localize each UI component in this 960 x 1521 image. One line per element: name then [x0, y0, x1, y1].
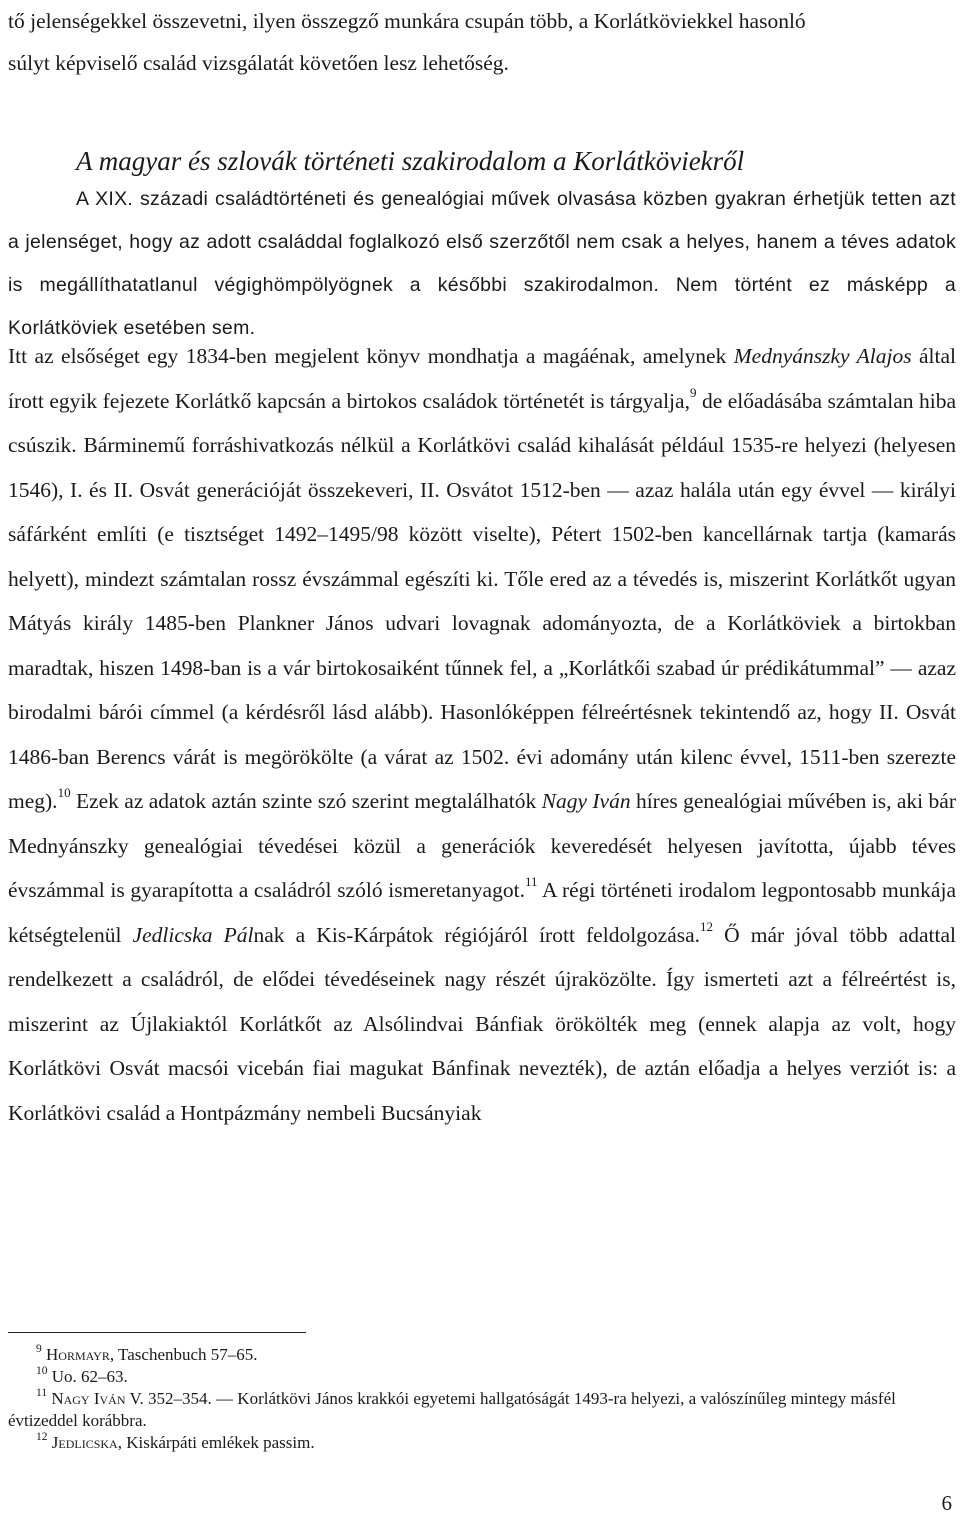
body-paragraph-main — [8, 334, 956, 1135]
paragraph-text-s7: nak a Kis-Kárpátok régiójáról írott feldolgozása. — [253, 922, 701, 947]
section-heading: A magyar és szlovák történeti szakirodalom a Korlátköviekről — [76, 146, 745, 176]
footnote-number: 11 — [36, 1387, 48, 1399]
paragraph-text-s4: Ezek az adatok aztán szinte szó szerint megtalálhatók — [70, 789, 542, 813]
footnotes — [8, 1344, 956, 1454]
footnote-text: , Kiskárpáti emlékek passim. — [117, 1433, 315, 1452]
footnote-ref-9[interactable]: 9 — [689, 384, 697, 400]
footnote-9 — [8, 1344, 956, 1366]
footnote-ref-11[interactable]: 11 — [524, 874, 538, 889]
intro-line-2: súlyt képviselő család vizsgálatát követően lesz lehetőség. — [8, 51, 509, 75]
page-number: 6 — [941, 1491, 952, 1515]
author-name-nagy-ivan: Nagy Iván — [541, 789, 631, 813]
footnote-12 — [8, 1432, 956, 1454]
footnote-11 — [8, 1388, 956, 1432]
paragraph-text-s6: A régi történeti irodalom legpontosabb munkája kétségtelenül — [8, 878, 956, 947]
paragraph-text-s1: Itt az elsőséget egy 1834-ben megjelent könyv mondhatja a magáénak, amelynek — [8, 344, 734, 368]
footnote-ref-10[interactable]: 10 — [57, 785, 71, 800]
paragraph-text-s8: Ő már jóval több adattal rendelkezett a családról, de elődei tévedéseinek nagy részét újraközölte. Így ismerteti azt a félreértést is, miszerint az Újlakiaktól Korlátkőt az Alsólindvai Bánfiak örökölték meg (ennek alapja az volt, hogy Korlátkövi Osvát macsói vicebán fiai magukat Bánfinak nevezték), de aztán előadja a helyes verziót is: a Korlátkövi család a Hontpázmány nembeli Bucsányiak — [8, 922, 957, 1125]
footnote-text: Uo. 62–63. — [51, 1367, 128, 1386]
body-paragraph-lead — [8, 178, 956, 350]
author-name-jedlicska: Jedlicska Pál — [132, 922, 254, 947]
paragraph-text-s3: de előadásába számtalan hiba csúszik. Bárminemű forráshivatkozás nélkül a Korlátkövi család kihalását például 1535-re helyezi (helyesen 1546), I. és II. Osvát generációját összekeveri, II. Osvátot 1512-ben — azaz halála után egy évvel — királyi sáfárként említi (e tisztséget 1492–1495/98 között viselte), Pétert 1502-ben kancellárnak tartja (kamarás helyett), mindezt számtalan rossz évszámmal egészíti ki. Tőle ered az a tévedés is, miszerint Korlátkőt ugyan Mátyás király 1485-ben Plankner János udvari lovagnak adományozta, de a Korlátköviek a birtokban maradtak, hiszen 1498-ban is a vár birtokosaiként tűnnek fel, a „Korlátkői szabad úr prédikátummal” — azaz birodalmi bárói címmel (a kérdésről lásd alább). Hasonlóképpen félreértésnek tekintendő az, hogy II. Osvát 1486-ban Berencs várát is megörökölte (a várat az 1502. évi adomány után kilenc évvel, 1511-ben szerezte meg). — [8, 388, 956, 813]
intro-paragraph — [8, 0, 956, 84]
author-name-mednyanszky: Mednyánszky Alajos — [733, 344, 912, 368]
footnote-author: Hormayr — [46, 1345, 110, 1364]
paragraph-text-s2: által írott egyik fejezete Korlátkő kapcsán a birtokos családok történetét is tárgyalja, — [8, 344, 956, 413]
intro-line-1: tő jelenségekkel összevetni, ilyen összegző munkára csupán több, a Korlátköviekkel hasonló — [8, 9, 806, 33]
footnote-number: 12 — [36, 1431, 48, 1443]
footnote-text: , Taschenbuch 57–65. — [109, 1345, 258, 1364]
footnote-10 — [8, 1366, 956, 1388]
footnote-text: V. 352–354. — Korlátkövi János krakkói egyetemi hallgatóságát 1493-ra helyezi, a valószínűleg mintegy másfél évtizeddel korábbra. — [8, 1389, 896, 1430]
footnote-divider — [8, 1332, 306, 1333]
footnote-number: 10 — [36, 1365, 48, 1377]
footnote-author: Nagy Iván — [51, 1389, 126, 1408]
paragraph-text-s5: híres genealógiai művében is, aki bár Mednyánszky genealógiai tévedései közül a generációk keveredését helyesen javította, újabb téves évszámmal is gyarapította a családról szóló ismeretanyagot. — [8, 789, 956, 902]
footnote-number: 9 — [36, 1343, 42, 1355]
footnote-author: Jedlicska — [51, 1433, 118, 1452]
paragraph-lead-text: A XIX. századi családtörténeti és genealógiai művek olvasása közben gyakran érhetjük tetten azt a jelenséget, hogy az adott családdal foglalkozó első szerzőtől nem csak a helyes, hanem a téves adatok is megállíthatatlanul végighömpölyögnek a későbbi szakirodalmon. Nem történt ez másképp a Korlátköviek esetében sem. — [8, 188, 956, 339]
footnote-ref-12[interactable]: 12 — [700, 918, 714, 934]
